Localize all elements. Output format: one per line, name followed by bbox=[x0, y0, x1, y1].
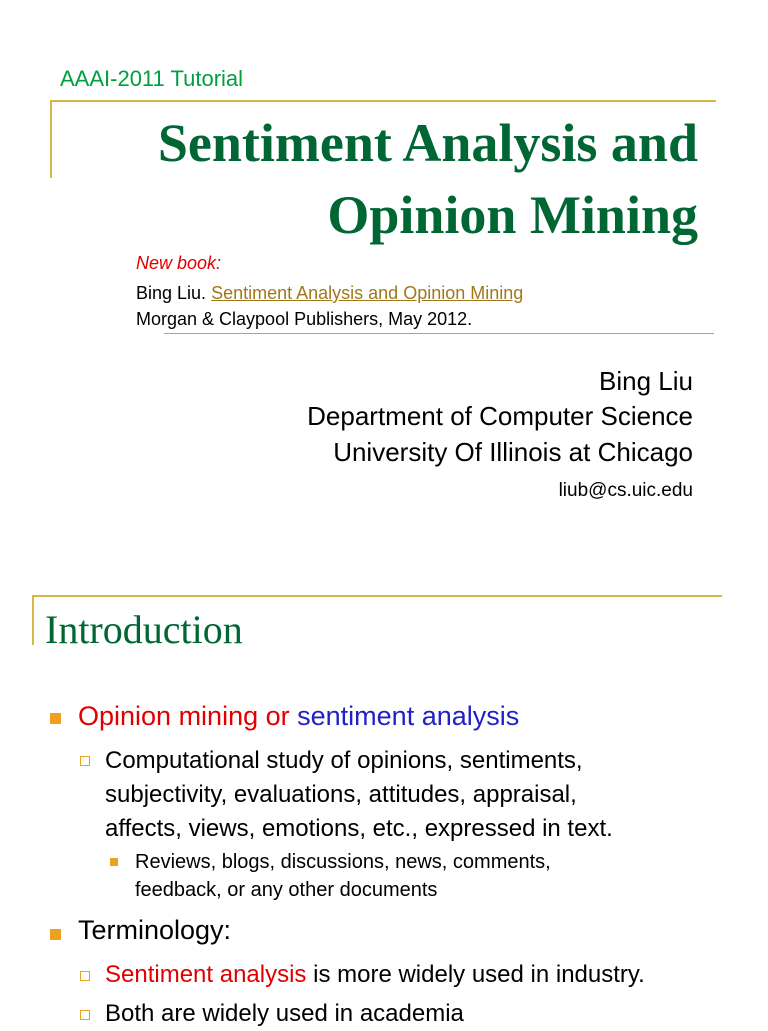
industry-usage-text: is more widely used in industry. bbox=[313, 961, 645, 988]
book-divider-rule bbox=[164, 333, 714, 334]
slide-title-line-1: Sentiment Analysis and bbox=[157, 113, 698, 173]
author-department: Department of Computer Science bbox=[307, 401, 693, 431]
slide-title-line-2: Opinion Mining bbox=[327, 185, 698, 245]
book-author: Bing Liu. bbox=[136, 283, 207, 303]
bullet-hollow-square-icon bbox=[80, 1010, 90, 1020]
bullet-hollow-square-icon bbox=[80, 756, 90, 766]
opinion-mining-term: Opinion mining or bbox=[78, 701, 290, 731]
sentiment-analysis-term: Sentiment analysis bbox=[105, 961, 307, 988]
sentiment-analysis-term: sentiment analysis bbox=[297, 701, 520, 731]
definition-line-2: subjectivity, evaluations, attitudes, appraisal, bbox=[105, 781, 577, 808]
definition-line-3: affects, views, emotions, etc., expressed in text. bbox=[105, 815, 613, 842]
definition-line-1: Computational study of opinions, sentiments, bbox=[105, 747, 583, 774]
documents-line-2: feedback, or any other documents bbox=[135, 879, 438, 901]
book-citation bbox=[136, 283, 523, 304]
documents-line-1: Reviews, blogs, discussions, news, comments, bbox=[135, 851, 551, 873]
terminology-academia-line: Both are widely used in academia bbox=[105, 1000, 464, 1027]
author-name: Bing Liu bbox=[599, 366, 693, 396]
title-frame-vertical-rule bbox=[50, 100, 52, 178]
new-book-label: New book: bbox=[136, 253, 222, 273]
publisher-line: Morgan & Claypool Publishers, May 2012. bbox=[136, 309, 473, 329]
book-title-link[interactable]: Sentiment Analysis and Opinion Mining bbox=[211, 283, 524, 303]
author-university: University Of Illinois at Chicago bbox=[333, 437, 693, 467]
title-frame-horizontal-rule bbox=[50, 100, 716, 102]
author-email: liub@cs.uic.edu bbox=[558, 480, 693, 501]
bullet-opinion-mining bbox=[78, 701, 519, 732]
bullet-small-square-icon bbox=[110, 858, 118, 866]
intro-frame-vertical-rule bbox=[32, 595, 34, 645]
intro-slide-title: Introduction bbox=[45, 607, 243, 652]
bullet-square-icon bbox=[50, 929, 61, 940]
bullet-square-icon bbox=[50, 713, 61, 724]
tutorial-label: AAAI-2011 Tutorial bbox=[60, 66, 244, 91]
terminology-industry-line bbox=[105, 958, 645, 992]
intro-frame-horizontal-rule bbox=[32, 595, 722, 597]
bullet-hollow-square-icon bbox=[80, 971, 90, 981]
bullet-terminology: Terminology: bbox=[78, 915, 232, 945]
